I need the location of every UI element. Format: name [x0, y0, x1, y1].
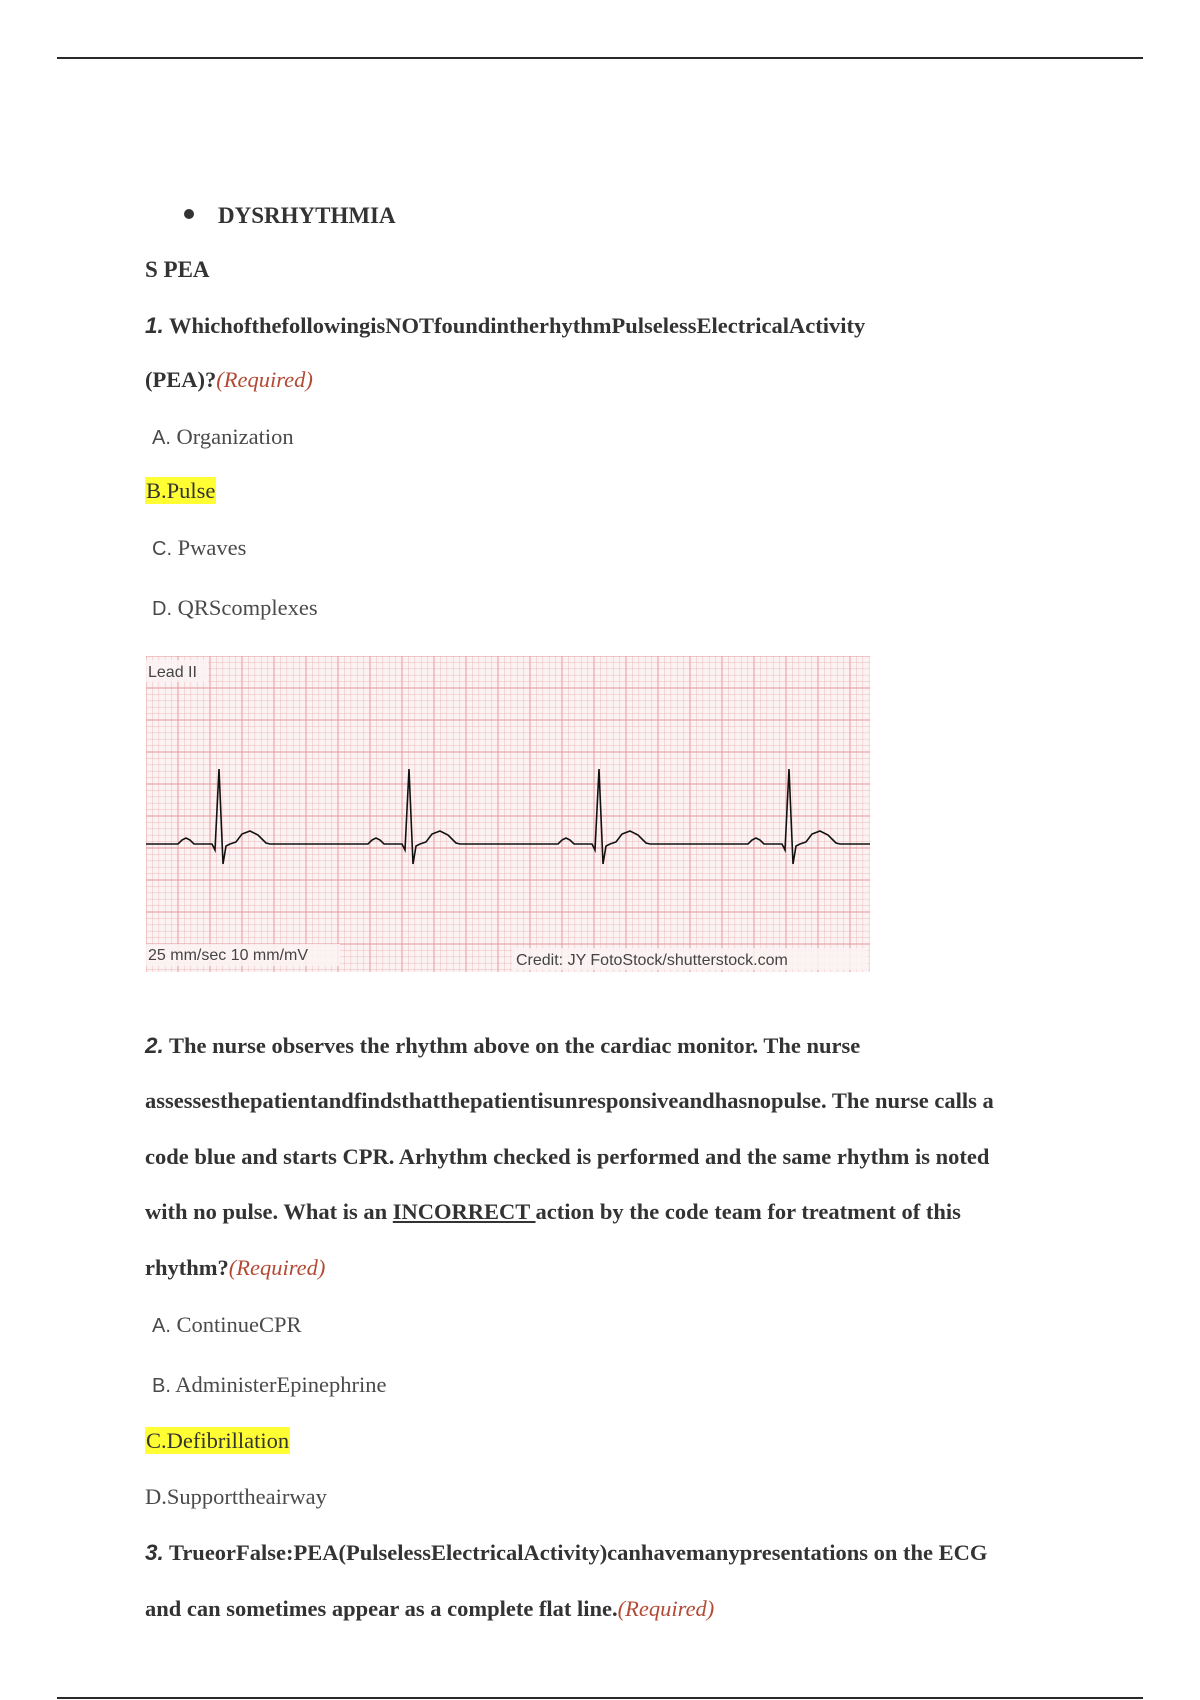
ecg-credit: Credit: JY FotoStock/shutterstock.com [516, 952, 788, 969]
q2-number: 2. [145, 1033, 164, 1058]
q2-required: (Required) [228, 1255, 326, 1280]
q2-option-b[interactable]: B. AdministerEpinephrine [152, 1372, 387, 1397]
q2-option-a[interactable]: A. ContinueCPR [152, 1312, 302, 1337]
q2-line4: with no pulse. What is an INCORRECT action by the code team for treatment of this [145, 1199, 961, 1224]
q1-text-line2: (PEA)? [145, 367, 217, 392]
ecg-lead-label: Lead II [148, 664, 197, 681]
q2-line1: 2. The nurse observes the rhythm above on the cardiac monitor. The nurse [145, 1033, 861, 1058]
subheading: S PEA [145, 257, 210, 282]
q1-answer-highlight: B.Pulse [146, 478, 216, 503]
ecg-scale-label: 25 mm/sec 10 mm/mV [148, 947, 309, 964]
q2-incorrect-emphasis: INCORRECT [392, 1199, 536, 1224]
q3-line2: and can sometimes appear as a complete flat line.(Required) [145, 1596, 715, 1621]
q2-line5: rhythm?(Required) [145, 1255, 326, 1280]
q2-answer-highlight: C.Defibrillation [146, 1428, 290, 1453]
q2-option-d[interactable]: D.Supporttheairway [145, 1484, 327, 1509]
bottom-rule [57, 1697, 1143, 1699]
q1-line2 [145, 369, 313, 392]
q1-line1 [145, 315, 865, 338]
section-heading: DYSRHYTHMIA [218, 203, 396, 228]
q1-option-a[interactable]: A. Organization [152, 424, 294, 449]
ecg-strip-image [146, 656, 870, 972]
q1-option-b[interactable] [145, 480, 216, 503]
q2-line2: assessesthepatientandfindsthatthepatientisunresponsiveandhasnopulse. The nurse calls a [145, 1088, 994, 1113]
q1-number: 1. [145, 313, 164, 338]
bullet-icon [184, 209, 194, 219]
top-rule [57, 57, 1143, 59]
q3-line1: 3. TrueorFalse:PEA(PulselessElectricalActivity)canhavemanypresentations on the ECG [145, 1540, 988, 1565]
q3-required: (Required) [617, 1596, 715, 1621]
q1-option-c[interactable]: C. Pwaves [152, 535, 247, 560]
q1-option-d[interactable]: D. QRScomplexes [152, 595, 318, 620]
q2-line3: code blue and starts CPR. Arhythm checked is performed and the same rhythm is noted [145, 1144, 990, 1169]
q1-text-line1: WhichofthefollowingisNOTfoundintherhythmPulselessElectricalActivity [168, 313, 866, 338]
q2-option-c[interactable] [145, 1430, 290, 1453]
q1-required: (Required) [216, 367, 313, 392]
q3-number: 3. [145, 1540, 164, 1565]
